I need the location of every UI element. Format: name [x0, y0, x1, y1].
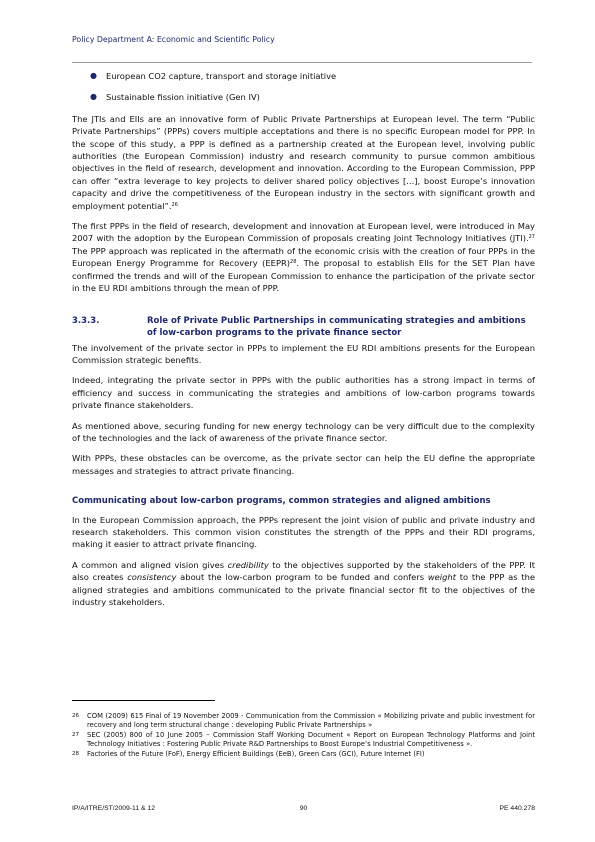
footnote-divider — [72, 700, 215, 701]
list-item: ● European CO2 capture, transport and storage initiative — [90, 71, 337, 81]
bullet-icon: ● — [90, 92, 97, 102]
running-header: Policy Department A: Economic and Scientific Policy — [72, 35, 275, 44]
section-heading — [72, 315, 535, 339]
footnote-ref: 26 — [171, 201, 178, 208]
section-number: 3.3.3. — [72, 315, 100, 326]
document-reference: IP/A/ITRE/ST/2009-11 & 12 — [72, 805, 155, 812]
footnote-ref: 28 — [290, 259, 297, 266]
paragraph: In the European Commission approach, the PPPs represent the joint vision of public and private industry and research stakeholders. This common vision constitutes the strength of the PPPs and their RDI programs, making it easier to attract private financing. — [72, 514, 535, 550]
bullet-icon: ● — [90, 71, 97, 80]
footnote: 27 SEC (2005) 800 of 10 June 2005 – Commission Staff Working Document « Report on European Technology Platforms and Joint Technology Initiatives : Fostering Public Private R&D Partnerships to Boost Europe’s Industrial Competitiveness ». — [72, 731, 535, 748]
paragraph-first-ppps: The first PPPs in the field of research, development and innovation at European level, were introduced in May 2007 with the adoption by the European Commission of proposals creating Joint Technology Initiatives (JTI).$^{27}$ The PPP approach was replicated in the aftermath of the economic crisis with the creation of four PPPs in the European Energy Programme for Recovery (EEPR)$^{28}$. The proposal to establish EIIs for the SET Plan have confirmed the trends and will of the European Commission to enhance the participation of the private sector in the EU RDI ambitions through the mean of PPP. — [72, 221, 535, 294]
page-body — [72, 70, 535, 616]
footnote: 28 Factories of the Future (FoF), Energy Efficient Buildings (EeB), Green Cars (GCI), Future Internet (FI) — [72, 750, 425, 758]
paragraph: As mentioned above, securing funding for new energy technology can be very difficult due to the complexity of the technologies and the lack of awareness of the private finance sector. — [72, 420, 535, 443]
section-title: Role of Private Public Partnerships in communicating strategies and ambitions of low-carbon programs to the private finance sector — [147, 315, 526, 338]
page-number: 90 — [299, 805, 308, 812]
footnote-ref: 27 — [528, 234, 535, 241]
list-item: ● Sustainable fission initiative (Gen IV) — [90, 92, 260, 103]
footnote: 26 COM (2009) 615 Final of 19 November 2009 - Communication from the Commission « Mobilizing private and public investment for recovery and long term structural change : developing Public Private Partnerships » — [72, 712, 535, 729]
paragraph: Indeed, integrating the private sector in PPPs with the public authorities has a strong impact in terms of efficiency and success in communicating the strategies and ambitions of low-carbon programs towards private finance stakeholders. — [72, 375, 535, 411]
pe-number: PE 440.278 — [499, 805, 535, 812]
paragraph-aligned-vision: A common and aligned vision gives credibility to the objectives supported by the stakeholders of the PPP. It also creates consistency about the low-carbon program to be funded and confers weight to the PPP as the aligned strategies and ambitions communicated to the private financial sector fit to the objectives of the industry stakeholders. — [72, 559, 535, 607]
paragraph: The involvement of the private sector in PPPs to implement the EU RDI ambitions presents for the European Commission strategic benefits. — [72, 342, 535, 365]
paragraph-ppp-definition: The JTIs and EIIs are an innovative form of Public Private Partnerships at European level. The term “Public Private Partnerships” (PPPs) covers multiple acceptations and there is no specific European model for PPP. In the scope of this study, a PPP is defined as a partnership created at the European level, involving public authorities (the European Commission) industry and research community to pursue common ambitious objectives in the field of research, development and innovation. According to the European Commission, PPP can offer “extra leverage to key projects to deliver shared policy objectives [...], boost Europe’s innovation capacity and drive the competitiveness of the European industry in the sectors with significant growth and employment potential”.$^{26}$ — [72, 113, 535, 211]
paragraph: With PPPs, these obstacles can be overcome, as the private sector can help the EU define the appropriate messages and strategies to attract private financing. — [72, 453, 535, 476]
subheading: Communicating about low-carbon programs, common strategies and aligned ambitions — [72, 496, 491, 507]
header-divider — [72, 62, 532, 63]
bullet-list — [72, 70, 535, 104]
footnotes — [72, 712, 535, 760]
